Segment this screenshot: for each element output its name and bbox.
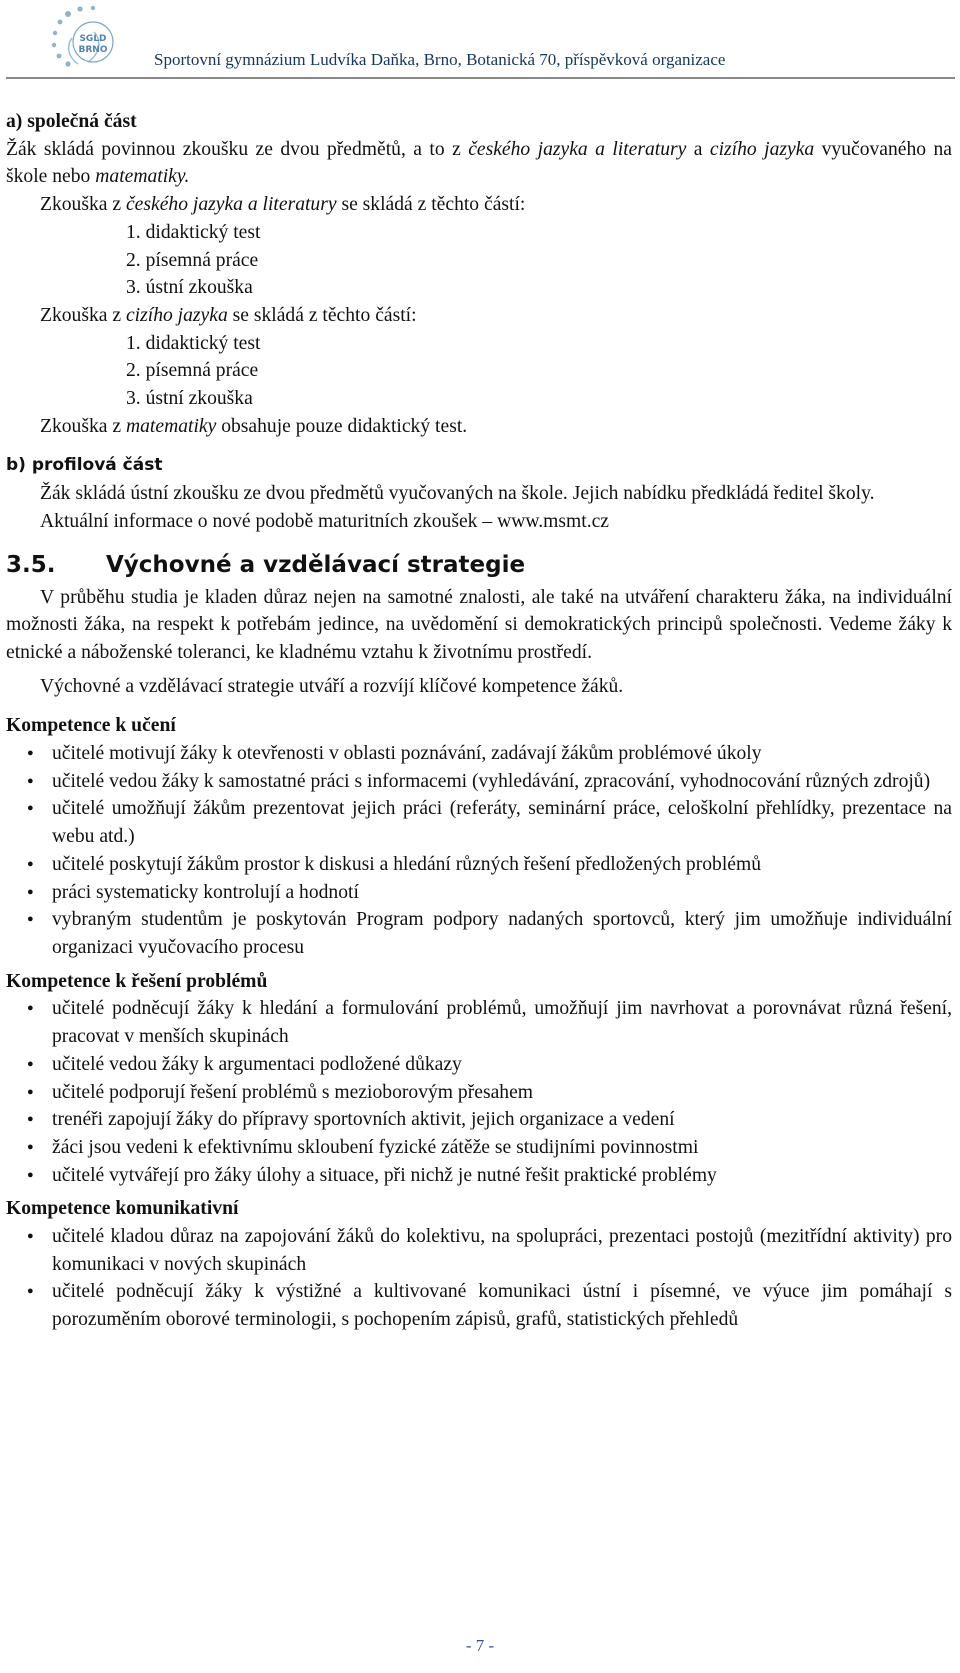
spolecna-heading: a) společná část <box>6 111 137 132</box>
list-item: ● učitelé podporují řešení problémů s mezioborovým přesahem <box>6 1079 952 1107</box>
page-content <box>6 108 952 1334</box>
list-item: ● trenéři zapojují žáky do přípravy sportovních aktivit, jejich organizace a vedení <box>6 1106 952 1134</box>
school-name: Sportovní gymnázium Ludvíka Daňka, Brno, Botanická 70, příspěvková organizace <box>154 50 726 69</box>
cj-intro: Zkouška z českého jazyka a literatury se skládá z těchto částí: <box>40 194 526 216</box>
list-item: ● učitelé kladou důraz na zapojování žáků do kolektivu, na spolupráci, prezentaci postojů (mezitřídní aktivity) pro komunikaci v nových skupinách <box>6 1223 952 1278</box>
list-item: ● učitelé podněcují žáky k výstižné a kultivované komunikaci ústní i písemné, ve výuce jim pomáhají s porozuměním oborové terminologii, s pochopením zápisů, grafů, statistických přehledů <box>6 1278 952 1333</box>
list-item: ● učitelé motivují žáky k otevřenosti v oblasti poznávání, zadávají žákům problémové úkoly <box>6 740 952 768</box>
school-logo <box>38 2 138 70</box>
section-number: 3.5. <box>6 551 56 578</box>
kompetence-reseni-title: Kompetence k řešení problémů <box>6 970 268 992</box>
page-header <box>0 0 960 82</box>
logo-text-1: SGLD <box>79 34 107 44</box>
section-paragraph: V průběhu studia je kladen důraz nejen na samotné znalosti, ale také na utváření charakteru žáka, na individuální možnosti žáka, na respekt k potřebám jedince, na uvědomění si demokratických principů společnosti. Vedeme žáky k etnické a náboženské toleranci, ke kladnému vztahu k životnímu prostředí. <box>6 586 952 663</box>
list-item: ● vybraným studentům je poskytován Program podpory nadaných sportovců, který jim umožňuje individuální organizaci vyučovacího procesu <box>6 906 952 961</box>
fj-item: 1. didaktický test <box>126 332 261 354</box>
kompetence-uceni-title: Kompetence k učení <box>6 715 176 737</box>
profilova-paragraph: Žák skládá ústní zkoušku ze dvou předmětů vyučovaných na škole. Jejich nabídku předkládá ředitel školy. <box>40 483 875 505</box>
msmt-info: Aktuální informace o nové podobě maturitních zkoušek – www.msmt.cz <box>40 510 609 532</box>
fj-intro: Zkouška z cizího jazyka se skládá z těchto částí: <box>40 304 417 326</box>
list-item: ● učitelé umožňují žákům prezentovat jejich práci (referáty, seminární práce, celoškolní přehlídky, prezentace na webu atd.) <box>6 795 952 850</box>
cj-item: 1. didaktický test <box>126 221 261 243</box>
page-number: - 7 - <box>465 1636 495 1655</box>
cj-item: 2. písemná práce <box>126 249 259 271</box>
section-title: Výchovné a vzdělávací strategie <box>106 551 526 578</box>
list-item: ● učitelé vedou žáky k samostatné práci s informacemi (vyhledávání, zpracování, vyhodnocování různých zdrojů) <box>6 768 952 796</box>
list-item: ● učitelé podněcují žáky k hledání a formulování problémů, umožňují jim navrhovat a porovnávat různá řešení, pracovat v menších skupinách <box>6 995 952 1050</box>
list-item: ● učitelé vytvářejí pro žáky úlohy a situace, při nichž je nutné řešit praktické problémy <box>6 1162 952 1190</box>
section-paragraph-2: Výchovné a vzdělávací strategie utváří a rozvíjí klíčové kompetence žáků. <box>40 675 624 697</box>
logo-text-2: BRNO <box>78 45 108 55</box>
section-heading <box>6 548 952 582</box>
kompetence-uceni-list <box>6 740 952 962</box>
fj-item: 3. ústní zkouška <box>126 388 253 410</box>
mat-sentence: Zkouška z matematiky obsahuje pouze didaktický test. <box>40 415 468 437</box>
spolecna-paragraph: Žák skládá povinnou zkoušku ze dvou předmětů, a to z českého jazyka a literatury a cizího jazyka vyučovaného na škole nebo matematiky. <box>6 138 953 188</box>
list-item: ● práci systematicky kontrolují a hodnotí <box>6 879 952 907</box>
kompetence-komunikativni-title: Kompetence komunikativní <box>6 1198 239 1220</box>
list-item: ● žáci jsou vedeni k efektivnímu skloubení fyzické zátěže se studijními povinnostmi <box>6 1134 952 1162</box>
list-item: ● učitelé poskytují žákům prostor k diskusi a hledání různých řešení předložených problémů <box>6 851 952 879</box>
kompetence-reseni-list <box>6 995 952 1189</box>
list-item: ● učitelé vedou žáky k argumentaci podložené důkazy <box>6 1051 952 1079</box>
cj-item: 3. ústní zkouška <box>126 277 253 299</box>
header-divider <box>6 77 955 79</box>
profilova-heading: b) profilová část <box>6 455 163 476</box>
kompetence-komunikativni-list <box>6 1223 952 1334</box>
fj-item: 2. písemná práce <box>126 360 259 382</box>
